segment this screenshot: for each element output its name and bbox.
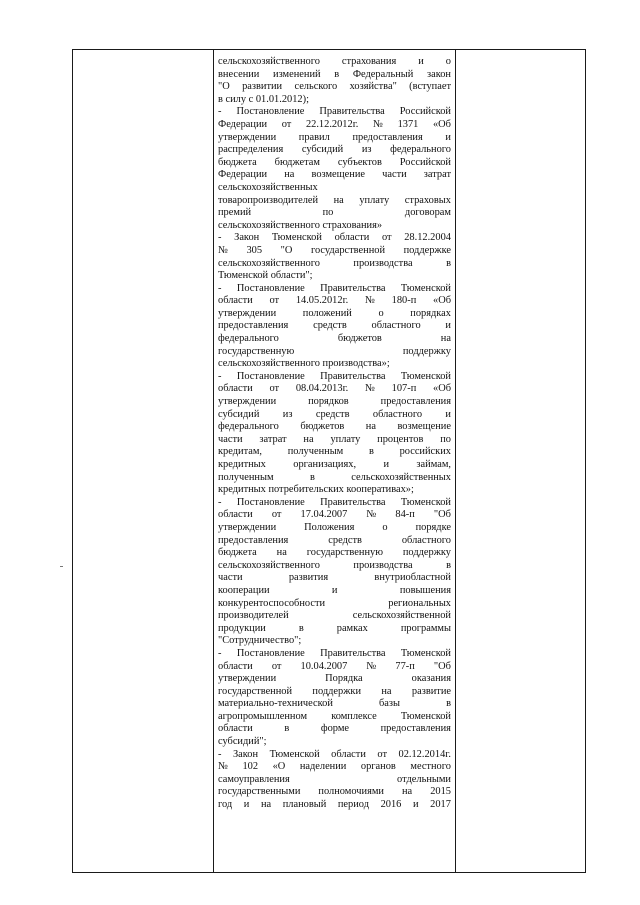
text-word: процентов <box>377 433 424 445</box>
text-word: поддержке <box>403 244 451 256</box>
text-word: на <box>440 333 451 345</box>
text-word: правил <box>298 131 330 143</box>
text-word: предоставления <box>380 396 451 408</box>
text-word: от <box>269 295 280 307</box>
text-line <box>218 308 451 321</box>
text-word: № <box>365 383 375 395</box>
text-word: полученным <box>218 471 274 483</box>
text-word: № <box>218 761 228 773</box>
text-line <box>218 396 451 409</box>
text-word: областного <box>371 320 421 332</box>
text-line <box>218 81 451 94</box>
text-word: № <box>373 118 383 130</box>
text-word: организациях, <box>293 459 357 470</box>
text-word: кредитам, <box>218 446 263 458</box>
text-word: о <box>382 521 388 533</box>
text-word: федерального <box>218 333 279 345</box>
text-word: закон <box>426 68 451 80</box>
text-word: предоставления <box>380 723 451 735</box>
text-word: на <box>260 799 272 811</box>
legal-basis-text <box>218 56 451 812</box>
text-word: Тюменской <box>400 282 451 294</box>
text-word: развитие <box>411 685 451 697</box>
text-word: в <box>368 446 374 458</box>
text-word: Российской <box>399 156 451 168</box>
text-line <box>218 69 451 82</box>
text-word: хозяйства" <box>349 81 397 93</box>
text-line <box>218 711 451 724</box>
text-line <box>218 283 451 296</box>
text-word: отдельными <box>397 773 451 785</box>
text-line <box>218 245 451 258</box>
text-word: Закон <box>232 748 259 760</box>
text-word: органов <box>360 761 396 773</box>
text-word: на <box>381 685 392 697</box>
text-word: поддержку <box>402 547 451 559</box>
text-word: Правительства <box>320 370 386 382</box>
text-word: возмещение <box>397 421 451 433</box>
text-line <box>218 409 451 422</box>
text-word: средств <box>315 408 350 420</box>
text-line <box>218 383 451 396</box>
text-line <box>218 786 451 799</box>
text-word: средств <box>328 534 362 546</box>
text-word: товаропроизводителей <box>218 194 319 206</box>
text-line <box>218 661 451 674</box>
text-line <box>218 585 451 598</box>
text-word: поддержки <box>312 685 362 697</box>
text-word: премий <box>218 207 252 219</box>
text-word: 22.12.2012г. <box>305 118 359 130</box>
text-word: Правительства <box>319 106 385 118</box>
text-line <box>218 132 451 145</box>
text-word: 08.04.2013г. <box>295 383 349 395</box>
text-line: субсидий"; <box>218 736 267 748</box>
text-word: Постановление <box>236 370 305 382</box>
text-line <box>218 497 451 510</box>
text-word: № <box>366 509 377 521</box>
text-word: утверждении <box>218 673 277 685</box>
text-word: в <box>309 471 315 483</box>
text-word: - <box>218 370 222 382</box>
text-word: и <box>243 799 250 811</box>
table-row <box>73 50 586 873</box>
text-word: Постановление <box>236 282 305 294</box>
text-line: сельскохозяйственного страхования» <box>218 219 383 231</box>
text-word: из <box>282 408 293 420</box>
text-word: внесении <box>218 68 260 80</box>
text-word: области <box>218 383 253 395</box>
text-word: Порядка <box>325 673 363 685</box>
text-word: рамках <box>336 622 368 634</box>
text-line: в силу с 01.01.2012); <box>218 93 309 105</box>
text-word: Тюменской <box>400 647 451 659</box>
text-word: Закон <box>234 232 260 244</box>
text-word: - <box>218 106 222 118</box>
text-word: субъектов <box>337 156 382 168</box>
text-word: области <box>218 723 253 735</box>
text-word: производителей <box>218 610 289 622</box>
text-word: Правительства <box>320 647 386 659</box>
text-line <box>218 761 451 774</box>
text-line <box>218 56 451 69</box>
text-line <box>218 686 451 699</box>
text-word: Постановление <box>236 496 305 508</box>
text-word: областного <box>372 408 423 420</box>
text-word: предоставления <box>218 534 289 546</box>
text-word: наделении <box>299 761 347 773</box>
text-word: договорам <box>404 207 451 219</box>
text-word: Федерации <box>218 169 268 181</box>
text-word: затрат <box>259 433 287 445</box>
text-word: сельского <box>294 81 338 93</box>
text-word: № <box>218 244 228 256</box>
text-word: «О <box>272 761 286 773</box>
text-word: и <box>383 459 390 470</box>
text-word: 1371 <box>397 118 419 130</box>
text-word: № <box>366 660 377 672</box>
text-word: государственной <box>310 244 386 256</box>
text-word: 107-п <box>391 383 417 395</box>
text-word: «Об <box>433 295 451 307</box>
text-line <box>218 774 451 787</box>
text-word: плановый <box>282 799 327 811</box>
text-word: 28.12.2004 <box>404 232 451 244</box>
text-word: области <box>331 748 366 760</box>
text-word: предоставления <box>218 320 289 332</box>
text-word: в <box>446 559 451 571</box>
text-line <box>218 560 451 573</box>
text-word: области <box>334 232 370 244</box>
text-word: утверждении <box>218 307 277 319</box>
text-word: Тюменской <box>271 232 322 244</box>
text-word: региональных <box>388 597 451 609</box>
text-line <box>218 547 451 560</box>
text-word: средств <box>313 320 347 332</box>
text-line <box>218 610 451 623</box>
text-line <box>218 535 451 548</box>
text-word: год <box>218 799 233 811</box>
text-word: бюджетов <box>337 333 382 345</box>
text-word: и <box>445 131 451 143</box>
text-word: сельскохозяйственной <box>352 610 451 622</box>
table-cell-middle <box>214 50 456 873</box>
text-word: федерального <box>218 421 279 433</box>
text-word: от <box>269 383 280 395</box>
text-word: Положения <box>304 521 355 533</box>
text-line <box>218 295 451 308</box>
text-word: "О <box>218 81 230 93</box>
text-line <box>218 157 451 170</box>
text-word: самоуправления <box>218 773 290 785</box>
text-line <box>218 232 451 245</box>
text-line <box>218 320 451 333</box>
text-word: материально-технической <box>218 698 333 710</box>
text-word: страховых <box>404 194 451 206</box>
text-word: период <box>337 799 369 811</box>
text-word: на <box>333 194 344 206</box>
text-word: программы <box>400 622 451 634</box>
text-word: порядках <box>410 307 451 319</box>
text-word: части <box>218 433 243 445</box>
text-word: "О <box>280 244 293 256</box>
text-line <box>218 472 451 485</box>
text-word: и <box>331 584 338 596</box>
text-word: сельскохозяйственного <box>218 257 320 269</box>
text-word: от <box>381 232 392 244</box>
text-word: Правительства <box>320 282 386 294</box>
text-word: бюджета <box>218 156 257 168</box>
text-word: 305 <box>246 244 263 256</box>
text-word: о <box>378 307 384 319</box>
text-word: области <box>218 509 253 521</box>
text-line: Тюменской области"; <box>218 270 313 282</box>
text-line <box>218 673 451 686</box>
text-line <box>218 169 451 182</box>
text-word: изменений <box>273 68 321 80</box>
text-word: Федерации <box>218 118 268 130</box>
text-word: Правительства <box>320 496 386 508</box>
text-word: в <box>446 257 451 269</box>
text-word: "Об <box>433 509 451 521</box>
text-word: Тюменской <box>400 370 451 382</box>
text-line <box>218 623 451 636</box>
text-word: по <box>440 433 451 445</box>
text-word: полномочиями <box>318 786 384 798</box>
text-word: 10.04.2007 <box>300 660 348 672</box>
text-word: и <box>445 408 451 420</box>
text-word: от <box>271 509 282 521</box>
text-word: государственной <box>218 685 293 697</box>
text-word: внутриобластной <box>374 572 451 584</box>
text-line <box>218 207 451 220</box>
text-word: займам, <box>416 459 451 470</box>
text-word: 102 <box>242 761 259 773</box>
text-word: части <box>382 169 407 181</box>
text-line <box>218 749 451 762</box>
text-word: областного <box>401 534 451 546</box>
text-word: 14.05.2012г. <box>295 295 349 307</box>
text-line: сельскохозяйственного производства»; <box>218 358 390 370</box>
text-word: сельскохозяйственных <box>351 471 451 483</box>
text-word: от <box>281 118 292 130</box>
text-line <box>218 371 451 384</box>
text-word: производства <box>353 559 413 571</box>
text-word: поддержку <box>402 345 451 357</box>
text-word: на <box>303 433 314 445</box>
text-word: Тюменской <box>269 748 320 760</box>
text-word: агропромышленном <box>218 710 308 722</box>
text-word: бюджетам <box>274 156 320 168</box>
text-word: Федеральный <box>352 68 414 80</box>
text-line <box>218 799 451 812</box>
text-word: на <box>365 421 376 433</box>
text-word: утверждении <box>218 521 277 533</box>
text-line <box>218 446 451 459</box>
text-word: от <box>377 748 387 760</box>
text-line: "Сотрудничество"; <box>218 635 302 647</box>
text-word: распределения <box>218 144 284 156</box>
text-line <box>218 346 451 359</box>
text-word: федерального <box>390 144 451 156</box>
text-word: области <box>218 660 253 672</box>
text-line: кредитных потребительских кооперативах»; <box>218 484 414 496</box>
text-word: - <box>218 232 222 244</box>
text-word: Постановление <box>236 647 305 659</box>
table-cell-left <box>73 50 214 873</box>
text-word: развития <box>288 572 329 584</box>
text-word: порядке <box>415 521 451 533</box>
text-word: в <box>446 698 451 710</box>
text-word: Постановление <box>236 106 305 118</box>
text-line <box>218 106 451 119</box>
text-word: базы <box>379 698 400 710</box>
text-word: - <box>218 282 222 294</box>
text-word: части <box>218 572 243 584</box>
text-line <box>218 572 451 585</box>
text-word: на <box>276 547 287 559</box>
text-word: форме <box>320 723 350 735</box>
text-word: в <box>298 622 304 634</box>
text-line <box>218 144 451 157</box>
text-word: кооперации <box>218 584 270 596</box>
text-word: 17.04.2007 <box>300 509 348 521</box>
text-word: от <box>271 660 282 672</box>
text-word: развитии <box>242 81 283 93</box>
text-word: бюджетов <box>300 421 345 433</box>
text-word: по <box>322 207 334 219</box>
text-line <box>218 522 451 535</box>
text-word: продукции <box>218 622 266 634</box>
text-word: № <box>365 295 375 307</box>
text-line <box>218 698 451 711</box>
text-word: 180-п <box>391 295 417 307</box>
text-word: комплексе <box>331 710 377 722</box>
text-word: утверждении <box>218 131 277 143</box>
text-line <box>218 434 451 447</box>
text-word: субсидий <box>301 144 344 156</box>
text-line <box>218 333 451 346</box>
text-word: (вступает <box>409 81 451 93</box>
text-word: на <box>284 169 295 181</box>
text-line <box>218 723 451 736</box>
text-word: "Об <box>433 660 451 672</box>
text-word: производства <box>353 257 413 269</box>
text-line <box>218 509 451 522</box>
text-word: 77-п <box>395 660 415 672</box>
text-word: 2016 <box>380 799 402 811</box>
text-word: 2015 <box>430 786 451 798</box>
text-word: субсидий <box>218 408 260 420</box>
text-word: из <box>361 144 372 156</box>
text-word: о <box>445 56 451 67</box>
text-line <box>218 195 451 208</box>
text-word: области <box>218 295 253 307</box>
text-word: - <box>218 647 222 659</box>
text-line <box>218 598 451 611</box>
text-word: государственную <box>306 547 383 559</box>
table-cell-right <box>456 50 586 873</box>
text-word: предоставления <box>352 131 423 143</box>
text-word: положений <box>302 307 352 319</box>
text-word: на <box>402 786 413 798</box>
text-word: Российской <box>399 106 451 118</box>
text-word: «Об <box>433 383 451 395</box>
text-word: «Об <box>432 118 451 130</box>
text-word: сельскохозяйственного <box>218 56 320 67</box>
document-table <box>72 49 586 873</box>
text-word: сельскохозяйственного <box>218 559 320 571</box>
text-word: бюджета <box>218 547 257 559</box>
text-word: уплату <box>330 433 361 445</box>
text-line <box>218 648 451 661</box>
text-word: Тюменской <box>400 496 451 508</box>
text-word: уплату <box>359 194 390 206</box>
text-word: - <box>218 748 222 760</box>
text-word: и <box>412 799 419 811</box>
text-word: возмещение <box>311 169 366 181</box>
text-word: и <box>418 56 424 67</box>
text-line <box>218 421 451 434</box>
text-word: 2017 <box>430 799 451 811</box>
text-word: полученным <box>287 446 344 458</box>
text-word: утверждении <box>218 396 277 408</box>
margin-mark <box>60 566 63 567</box>
text-word: в <box>334 68 340 80</box>
text-word: страхования <box>341 56 397 67</box>
text-word: государственными <box>218 786 301 798</box>
text-word: затрат <box>423 169 451 181</box>
text-word: 02.12.2014г. <box>398 748 451 760</box>
text-line <box>218 119 451 132</box>
text-word: - <box>218 496 222 508</box>
text-line <box>218 459 451 472</box>
text-word: конкурентоспособности <box>218 597 326 609</box>
text-word: оказания <box>411 673 451 685</box>
text-word: и <box>445 320 451 332</box>
text-word: кредитных <box>218 459 266 470</box>
text-line: сельскохозяйственных <box>218 181 318 193</box>
text-word: в <box>284 723 290 735</box>
text-word: Тюменской <box>400 710 451 722</box>
text-word: государственную <box>218 345 295 357</box>
text-word: порядков <box>308 396 349 408</box>
text-line <box>218 258 451 271</box>
text-word: 84-п <box>395 509 415 521</box>
text-word: российских <box>399 446 451 458</box>
text-word: повышения <box>399 584 451 596</box>
text-word: местного <box>410 761 451 773</box>
